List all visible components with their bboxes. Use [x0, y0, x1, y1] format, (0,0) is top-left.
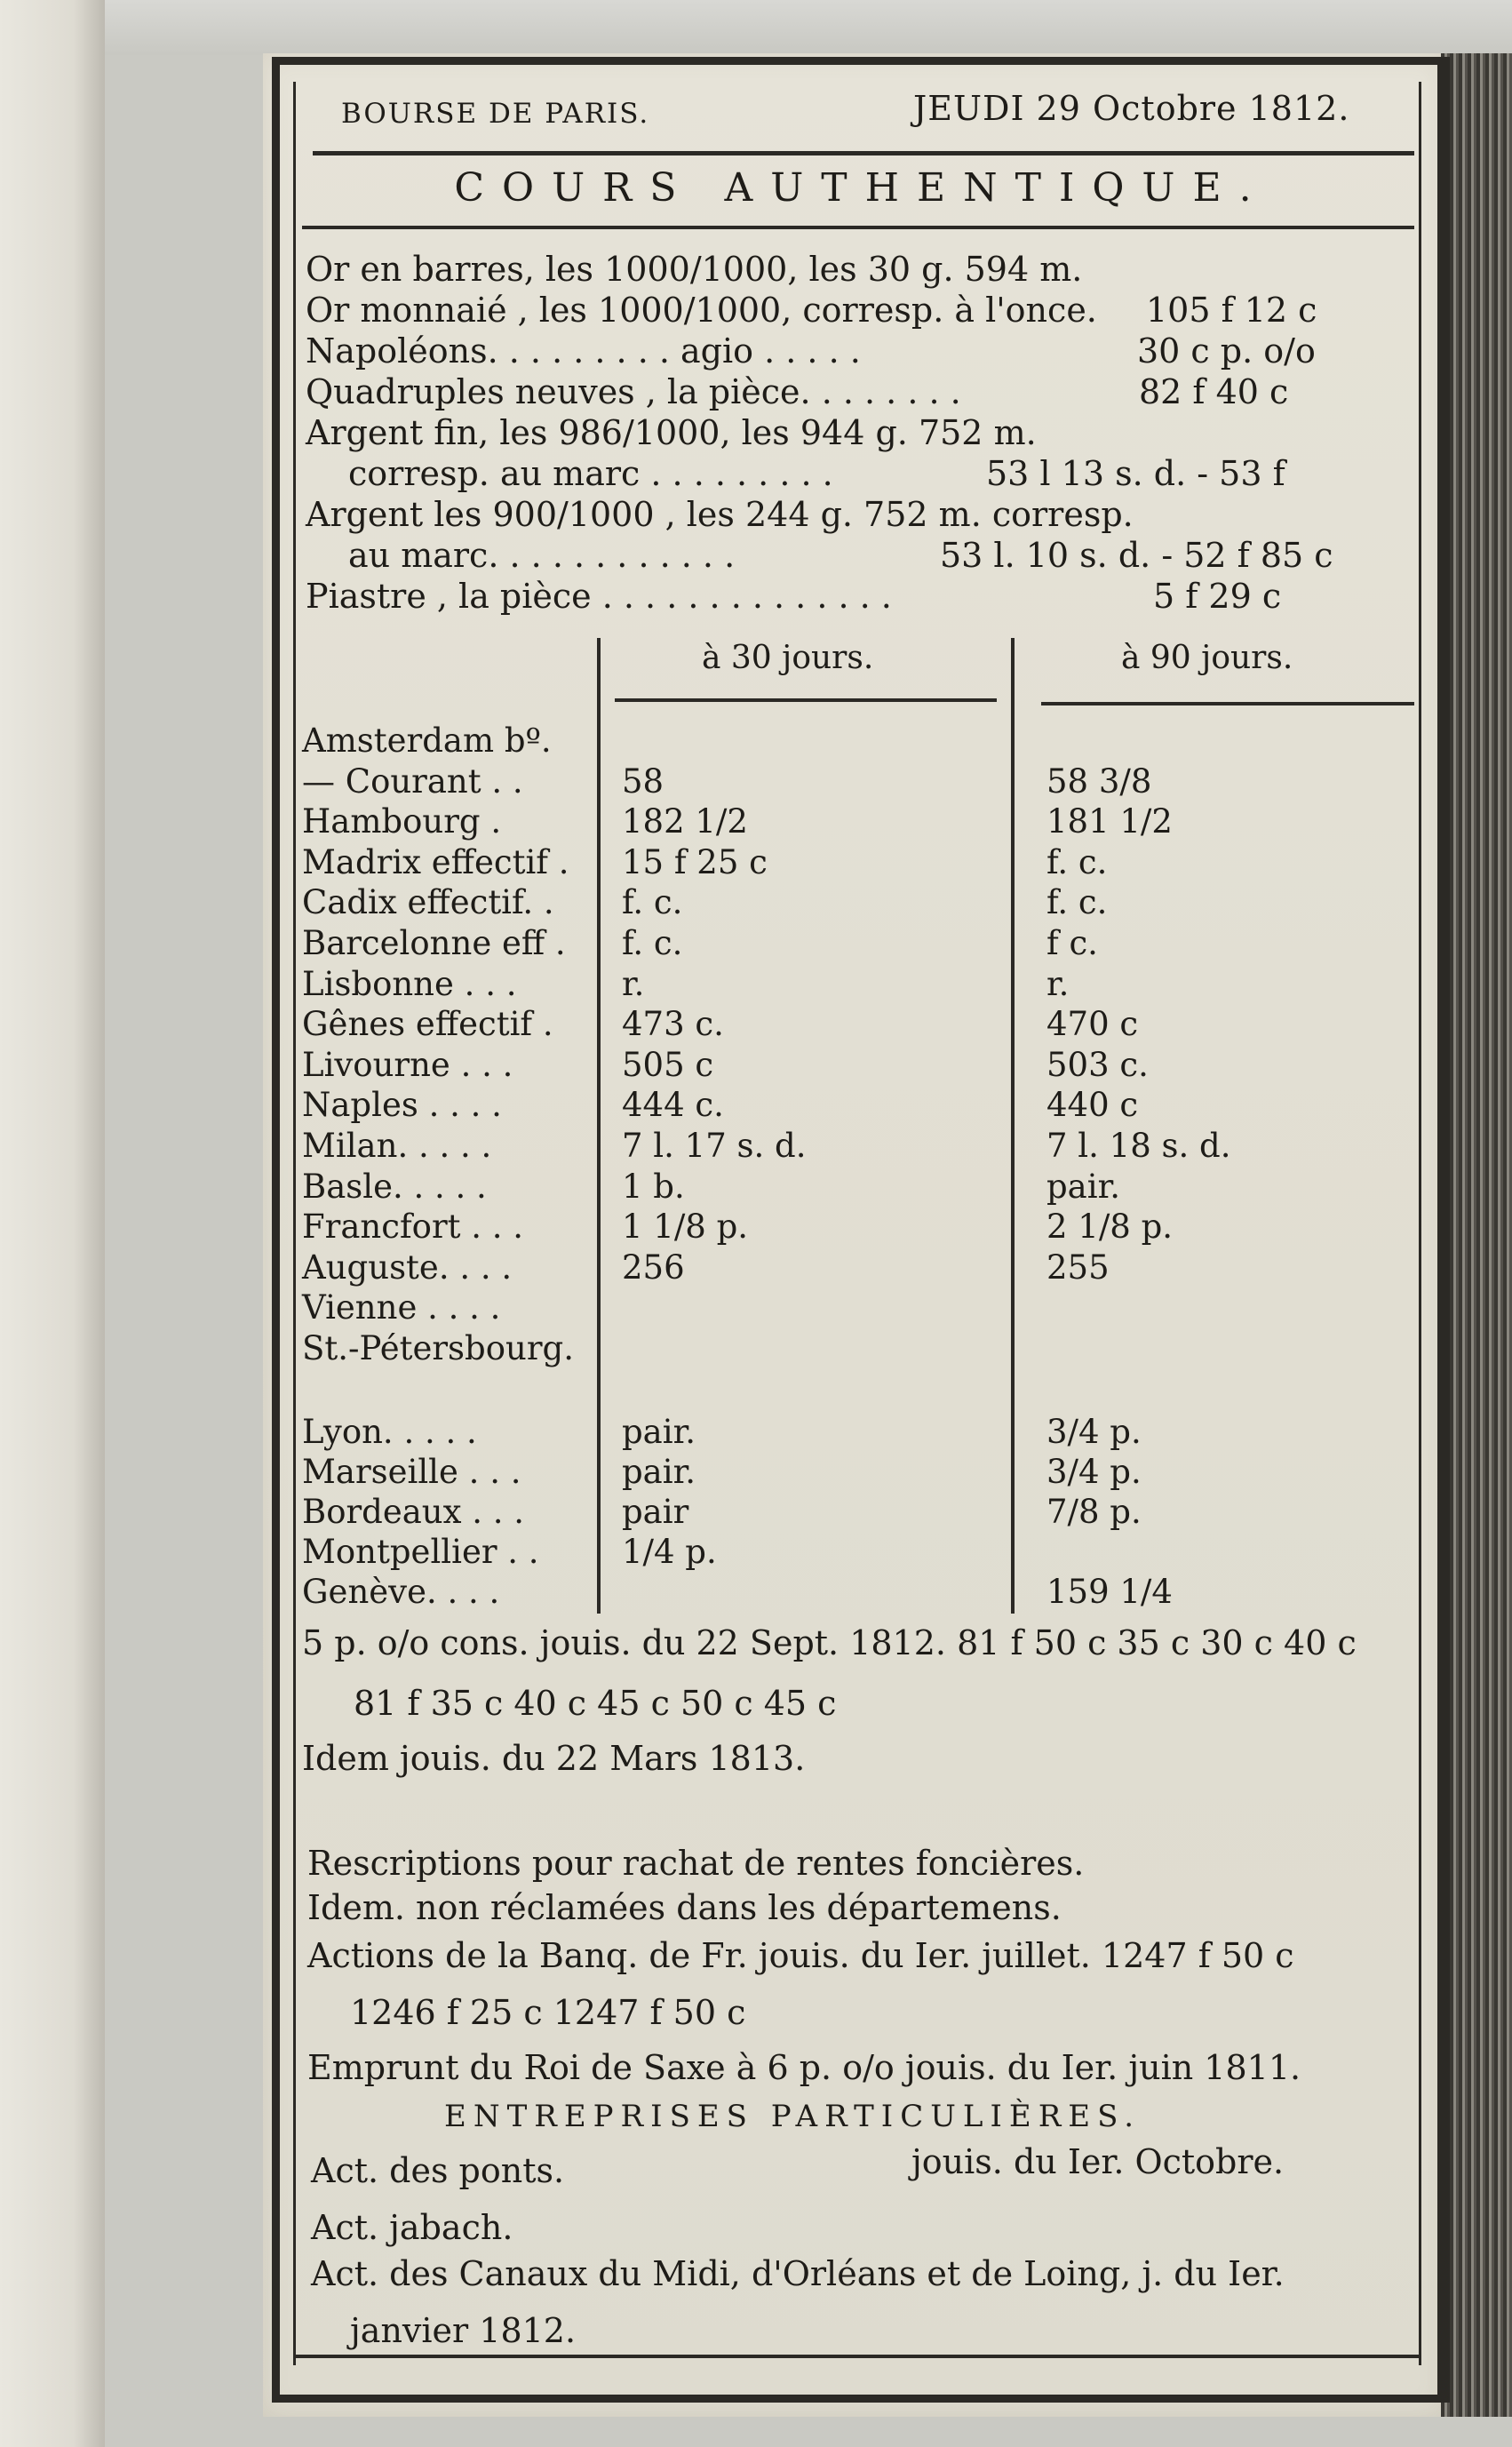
rate-90-days: 7 l. 18 s. d.	[1046, 1127, 1231, 1165]
exchange-city: Amsterdam bº.	[302, 721, 552, 760]
other-line: Idem. non réclamées dans les départemens.	[307, 1888, 1062, 1927]
metal-value: 30 c p. o/o	[1137, 331, 1316, 371]
other-line: 1246 f 25 c 1247 f 50 c	[350, 1993, 746, 2032]
exchange-city: Milan. . . . .	[302, 1127, 492, 1165]
exchange-city: St.-Pétersbourg.	[302, 1329, 574, 1367]
metal-line: au marc. . . . . . . . . . . .	[348, 536, 736, 575]
rate-30-days: 15 f 25 c	[622, 842, 768, 881]
exchange-city: Lisbonne . . .	[302, 964, 517, 1003]
rate-30-days: 182 1/2	[622, 802, 748, 841]
exchange-city: Cadix effectif. .	[302, 883, 554, 922]
rate-90-days: f c.	[1046, 924, 1098, 962]
page-title: COURS AUTHENTIQUE.	[454, 165, 1269, 211]
column-divider	[1011, 638, 1015, 1614]
exchange-city: Vienne . . . .	[302, 1288, 501, 1327]
exchange-city: — Courant . .	[302, 761, 523, 801]
rate-90-days: pair.	[1046, 1167, 1120, 1206]
metal-value: 82 f 40 c	[1139, 372, 1289, 411]
rate-30-days: 7 l. 17 s. d.	[622, 1127, 807, 1165]
other-line: Actions de la Banq. de Fr. jouis. du Ier. juillet. 1247 f 50 c	[307, 1936, 1294, 1975]
exchange-city: Madrix effectif .	[302, 842, 569, 881]
metal-line: Argent les 900/1000 , les 244 g. 752 m. corresp.	[306, 495, 1134, 534]
exchange-city: Marseille . . .	[302, 1453, 521, 1491]
metal-line: Napoléons. . . . . . . . . agio . . . . .	[306, 331, 861, 371]
rate-90-days: 2 1/8 p.	[1046, 1208, 1174, 1247]
rate-90-days: 255	[1046, 1247, 1110, 1287]
exchange-city: Hambourg .	[302, 802, 502, 841]
metal-line: Quadruples neuves , la pièce. . . . . . . .	[306, 372, 961, 411]
exchange-city: Gênes effectif .	[302, 1005, 553, 1044]
rate-30-days: 505 c	[622, 1045, 714, 1084]
rate-90-days: 3/4 p.	[1046, 1413, 1142, 1451]
rate-30-days: r.	[622, 964, 645, 1003]
bottom-rule	[293, 2355, 1421, 2358]
rate-30-days: 1 1/8 p.	[622, 1208, 749, 1247]
rente-line: Idem jouis. du 22 Mars 1813.	[302, 1739, 806, 1778]
title-rule	[302, 226, 1414, 229]
rate-90-days: 3/4 p.	[1046, 1453, 1142, 1491]
column-header-90-days: à 90 jours.	[1121, 640, 1293, 676]
rate-30-days: 444 c.	[622, 1086, 724, 1125]
entreprise-line: Act. des ponts.	[311, 2151, 565, 2190]
rate-90-days: r.	[1046, 964, 1070, 1003]
other-line: Rescriptions pour rachat de rentes foncières.	[307, 1844, 1085, 1883]
entreprise-line: Act. jabach.	[311, 2208, 513, 2247]
exchange-city: Bordeaux . . .	[302, 1493, 525, 1531]
exchange-city: Lyon. . . . .	[302, 1413, 477, 1451]
exchange-city: Naples . . . .	[302, 1086, 502, 1125]
exchange-city: Francfort . . .	[302, 1208, 524, 1247]
rate-30-days: 1 b.	[622, 1167, 685, 1206]
metal-value: 105 f 12 c	[1146, 291, 1317, 330]
exchange-city: Basle. . . . .	[302, 1167, 487, 1206]
book-spine-edge	[1441, 53, 1512, 2417]
rate-30-days: 256	[622, 1247, 685, 1287]
rente-line: 5 p. o/o cons. jouis. du 22 Sept. 1812. 81 f 50 c 35 c 30 c 40 c	[302, 1623, 1357, 1662]
header-rule	[313, 151, 1414, 155]
exchange-city: Montpellier . .	[302, 1533, 539, 1571]
rate-30-days: 58	[622, 761, 664, 801]
column-divider	[597, 638, 601, 1614]
facing-page-edge	[0, 0, 105, 2447]
metal-line: Or monnaié , les 1000/1000, corresp. à l'once.	[306, 291, 1097, 330]
other-line: Emprunt du Roi de Saxe à 6 p. o/o jouis. du Ier. juin 1811.	[307, 2048, 1301, 2087]
metal-line: Or en barres, les 1000/1000, les 30 g. 594 m.	[306, 250, 1083, 289]
rate-30-days: f. c.	[622, 924, 683, 962]
metal-line: corresp. au marc . . . . . . . . .	[348, 454, 833, 493]
metal-value: 53 l 13 s. d. - 53 f	[986, 454, 1285, 493]
metal-line: Piastre , la pièce . . . . . . . . . . . . . .	[306, 577, 892, 616]
column-header-rule	[615, 698, 997, 702]
column-header-30-days: à 30 jours.	[702, 640, 874, 676]
rate-90-days: 159 1/4	[1046, 1573, 1173, 1611]
metal-value: 53 l. 10 s. d. - 52 f 85 c	[940, 536, 1333, 575]
rate-90-days: 503 c.	[1046, 1045, 1149, 1084]
scan-background	[105, 0, 1512, 55]
rate-30-days: pair	[622, 1493, 689, 1531]
rate-90-days: f. c.	[1046, 883, 1108, 922]
section-heading-entreprises: ENTREPRISES PARTICULIÈRES.	[444, 2099, 1142, 2134]
rate-30-days: pair.	[622, 1413, 696, 1451]
exchange-city: Auguste. . . .	[302, 1247, 513, 1287]
bourse-heading: BOURSE DE PARIS.	[341, 98, 650, 130]
entreprises-jouis: jouis. du Ier. Octobre.	[911, 2142, 1285, 2181]
exchange-city: Livourne . . .	[302, 1045, 513, 1084]
rate-90-days: f. c.	[1046, 842, 1108, 881]
rate-90-days: 7/8 p.	[1046, 1493, 1142, 1531]
rate-30-days: pair.	[622, 1453, 696, 1491]
rate-90-days: 440 c	[1046, 1086, 1139, 1125]
date-heading: JEUDI 29 Octobre 1812.	[913, 89, 1350, 128]
rate-30-days: 1/4 p.	[622, 1533, 717, 1571]
entreprise-line: janvier 1812.	[350, 2311, 577, 2350]
rate-30-days: f. c.	[622, 883, 683, 922]
rate-90-days: 58 3/8	[1046, 761, 1152, 801]
exchange-city: Barcelonne eff .	[302, 924, 566, 962]
rate-90-days: 470 c	[1046, 1005, 1139, 1044]
exchange-city: Genève. . . .	[302, 1573, 500, 1611]
metal-value: 5 f 29 c	[1153, 577, 1282, 616]
entreprise-line: Act. des Canaux du Midi, d'Orléans et de Loing, j. du Ier.	[311, 2254, 1285, 2293]
rate-90-days: 181 1/2	[1046, 802, 1173, 841]
rate-30-days: 473 c.	[622, 1005, 724, 1044]
rente-line: 81 f 35 c 40 c 45 c 50 c 45 c	[354, 1684, 837, 1723]
column-header-rule	[1041, 702, 1414, 705]
metal-line: Argent fin, les 986/1000, les 944 g. 752 m.	[306, 413, 1037, 452]
